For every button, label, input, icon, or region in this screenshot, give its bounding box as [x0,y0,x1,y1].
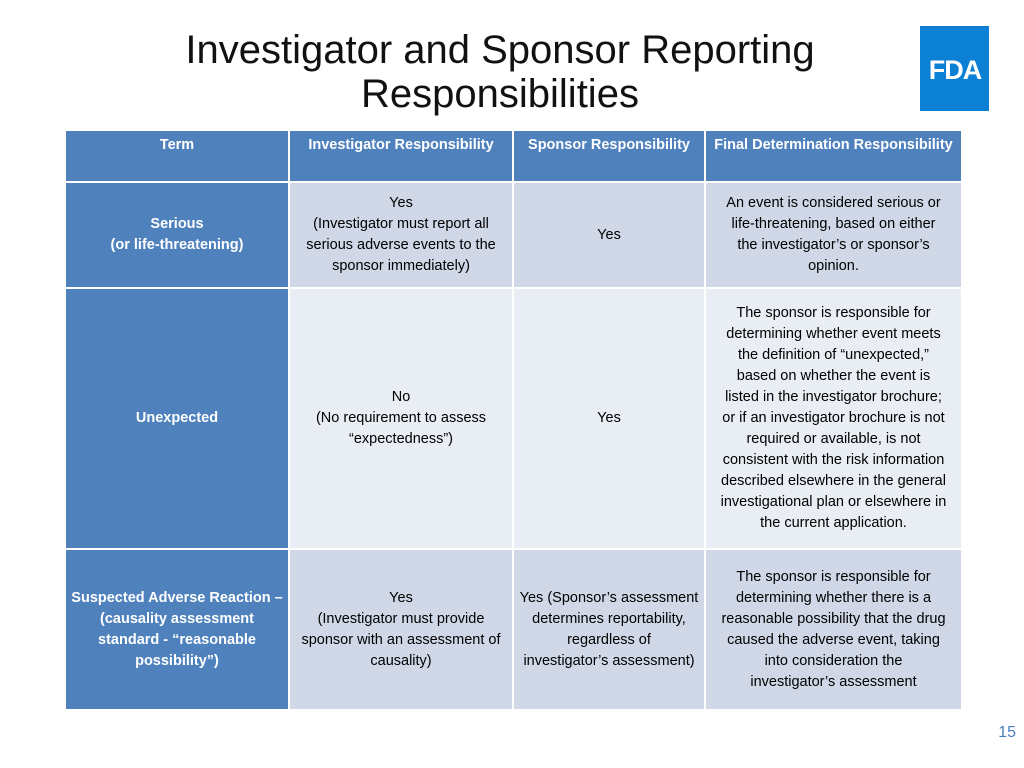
final-determination-cell [705,182,962,288]
cell-line: investigational plan or elsewhere in [720,494,947,510]
term-line: (causality assessment [100,610,254,627]
slide-title-line-1: Investigator and Sponsor Reporting [185,28,815,72]
final-determination-cell [705,549,962,710]
cell-line: the investigator’s or sponsor’s [737,237,930,253]
term-cell [65,182,289,288]
cell-line: An event is considered serious or [726,195,941,211]
cell-line: Yes [389,589,413,606]
header-term: Term [65,130,289,182]
final-determination-cell [705,288,962,549]
cell-line: or if an investigator brochure is not [722,410,945,426]
table-row [65,288,962,549]
page-number: 15 [998,724,1016,741]
term-line: Unexpected [135,410,219,426]
fda-logo-text: FDA [928,54,981,84]
cell-line: Yes [597,410,621,426]
table-row [65,549,962,710]
cell-line: determining whether event meets [726,326,941,342]
cell-line: life-threatening, based on either [731,216,936,232]
slide-title [90,28,910,116]
table-header-row [65,130,962,182]
cell-line: The sponsor is responsible for [736,305,931,321]
cell-line: investigator’s assessment) [523,652,695,669]
cell-line: consistent with the risk information [722,452,945,468]
cell-line: Yes (Sponsor’s assessment [519,589,699,606]
cell-line: described elsewhere in the general [721,473,946,489]
cell-line: based on whether the event is [736,368,931,384]
sponsor-cell [513,549,705,710]
cell-line: (Investigator must report all [313,216,489,232]
term-line: Suspected Adverse Reaction – [71,589,283,606]
cell-line: investigator’s assessment [750,673,917,690]
cell-line: sponsor with an assessment of [301,631,501,648]
cell-line: No [391,389,411,405]
sponsor-cell [513,288,705,549]
cell-line: sponsor immediately) [332,258,470,274]
responsibilities-table [64,129,963,711]
cell-line: (Investigator must provide [317,610,485,627]
investigator-cell [289,288,513,549]
header-sponsor-responsibility: Sponsor Responsibility [513,130,705,182]
cell-line: reasonable possibility that the drug [721,610,946,627]
fda-logo-mark [926,54,984,84]
term-cell [65,288,289,549]
sponsor-cell [513,182,705,288]
header-investigator-responsibility: Investigator Responsibility [289,130,513,182]
cell-line: (No requirement to assess [315,410,487,426]
slide-title-line-2: Responsibilities [361,72,639,116]
cell-line: Yes [389,195,413,211]
cell-line: caused the adverse event, taking [727,631,940,648]
cell-line: determines reportability, [532,610,686,627]
cell-line: the definition of “unexpected,” [737,347,930,363]
cell-line: required or available, is not [746,431,921,447]
investigator-cell [289,549,513,710]
term-line: possibility”) [135,652,219,669]
cell-line: into consideration the [764,652,903,669]
cell-line: regardless of [567,631,651,648]
term-cell [65,549,289,710]
term-line: Serious [150,216,204,232]
cell-line: causality) [370,652,432,669]
cell-line: the current application. [760,515,907,531]
cell-line: listed in the investigator brochure; [725,389,942,405]
table-row [65,182,962,288]
cell-line: “expectedness”) [349,431,453,447]
fda-logo [920,26,989,111]
investigator-cell [289,182,513,288]
term-line: (or life-threatening) [110,237,244,253]
cell-line: serious adverse events to the [306,237,496,253]
cell-line: determining whether there is a [735,589,932,606]
header-final-determination-responsibility: Final Determination Responsibility [705,130,962,182]
cell-line: Yes [597,226,621,243]
cell-line: The sponsor is responsible for [736,568,931,585]
cell-line: opinion. [808,258,859,274]
term-line: standard - “reasonable [98,631,256,648]
